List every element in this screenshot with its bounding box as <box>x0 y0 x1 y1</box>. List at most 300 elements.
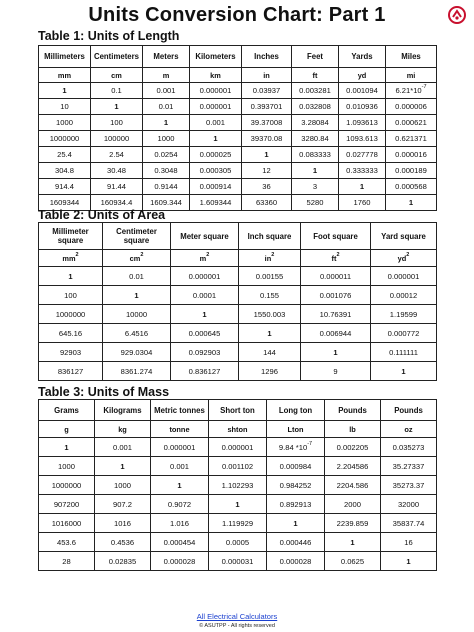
column-header: Centimeter square <box>103 223 171 250</box>
cell-value: 0.000025 <box>199 150 232 159</box>
cell-value: 1.016 <box>169 518 189 528</box>
unit-label: ft <box>331 253 337 263</box>
cell-value: 0.836127 <box>188 366 221 376</box>
table-cell <box>39 362 103 381</box>
cell-value: 1 <box>333 347 338 357</box>
cell-value: 5280 <box>306 198 324 207</box>
cell-value: 0.0254 <box>154 150 178 159</box>
cell-value: 0.001 <box>112 442 132 452</box>
column-header: Meter square <box>171 223 239 250</box>
table-cell <box>386 99 437 115</box>
cell-value: 1 <box>235 499 240 509</box>
table-row <box>39 179 437 195</box>
cell-value: 0.000446 <box>279 537 312 547</box>
cell-value: 0.000028 <box>163 556 196 566</box>
cell-value: 0.000454 <box>163 537 196 547</box>
cell-value: 1760 <box>353 198 371 207</box>
cell-value: 1 <box>408 198 414 207</box>
cell-value: 1609.344 <box>150 198 182 207</box>
table-cell <box>325 438 381 457</box>
table-cell <box>239 362 301 381</box>
table-row <box>39 552 437 571</box>
cell-value: 0.0001 <box>192 290 217 300</box>
table-cell <box>325 533 381 552</box>
table-cell <box>381 495 437 514</box>
unit-cell <box>190 68 242 83</box>
unit-cell <box>103 250 171 267</box>
cell-value: 9 <box>333 366 338 376</box>
cell-value: 100000 <box>103 134 130 143</box>
cell-value: 12 <box>262 166 271 175</box>
table-cell <box>381 476 437 495</box>
cell-value: 9.84 *10 <box>278 442 308 452</box>
column-header: Metric tonnes <box>151 400 209 421</box>
unit-cell <box>39 68 91 83</box>
table-cell <box>143 83 190 99</box>
table-cell <box>339 115 386 131</box>
table-row <box>39 514 437 533</box>
cell-value: 1.609344 <box>199 198 232 207</box>
unit-cell <box>91 68 143 83</box>
table-cell <box>39 179 91 195</box>
cell-value: 35.27337 <box>392 461 425 471</box>
table-cell <box>190 115 242 131</box>
unit-label: oz <box>404 424 413 434</box>
cell-value: 1 <box>64 442 69 452</box>
cell-value: 1 <box>134 290 139 300</box>
cell-value: 1000 <box>58 461 75 471</box>
unit-row <box>39 421 437 438</box>
column-header: Millimeters <box>39 46 91 68</box>
unit-label: kg <box>118 424 127 434</box>
unit-cell <box>39 421 95 438</box>
table-cell <box>209 552 267 571</box>
table-cell <box>371 286 437 305</box>
table-row <box>39 131 437 147</box>
table-cell <box>371 305 437 324</box>
cell-value: 1609344 <box>49 198 80 207</box>
unit-cell <box>239 250 301 267</box>
area-table <box>38 222 437 381</box>
column-header: Meters <box>143 46 190 68</box>
table-cell <box>143 147 190 163</box>
cell-value: 0.001 <box>156 86 176 95</box>
unit-label: m <box>162 70 170 80</box>
table-cell <box>143 99 190 115</box>
table-cell <box>171 362 239 381</box>
table-cell <box>39 115 91 131</box>
cell-value: 0.092903 <box>188 347 221 357</box>
cell-value: 92903 <box>59 347 82 357</box>
cell-value: 36 <box>262 182 271 191</box>
cell-value: 0.001094 <box>346 86 378 95</box>
table-cell <box>242 179 292 195</box>
cell-value: 0.002205 <box>336 442 369 452</box>
table-cell <box>381 533 437 552</box>
cell-value: 0.1 <box>111 86 122 95</box>
table-row <box>39 267 437 286</box>
table-cell <box>39 343 103 362</box>
unit-label: Lton <box>287 424 304 434</box>
table-cell <box>190 147 242 163</box>
column-header: Kilometers <box>190 46 242 68</box>
cell-value: 0.032808 <box>299 102 331 111</box>
table-row <box>39 99 437 115</box>
unit-label: km <box>210 70 221 80</box>
column-header: Centimeters <box>91 46 143 68</box>
copyright-text: © ASUTPP - All rights reserved <box>199 623 275 629</box>
cell-value: 1 <box>213 134 218 143</box>
unit-label: m <box>199 253 207 263</box>
table-row <box>39 163 437 179</box>
table-cell <box>267 457 325 476</box>
cell-value: 0.3048 <box>154 166 178 175</box>
table-row <box>39 476 437 495</box>
table-cell <box>239 343 301 362</box>
table-cell <box>339 179 386 195</box>
cell-value: 0.000001 <box>163 442 196 452</box>
table-cell <box>386 115 437 131</box>
table-cell <box>242 195 292 211</box>
table-cell <box>209 457 267 476</box>
asutpp-logo-icon <box>448 6 466 24</box>
table-cell <box>39 324 103 343</box>
table-cell <box>190 83 242 99</box>
table-cell <box>39 99 91 115</box>
cell-value: 1 <box>350 537 355 547</box>
table-cell <box>292 131 339 147</box>
unit-label: mm <box>62 253 76 263</box>
unit-label: yd <box>357 70 367 80</box>
table-cell <box>267 514 325 533</box>
unit-cell <box>371 250 437 267</box>
unit-label: yd <box>397 253 407 263</box>
column-header: Pounds <box>381 400 437 421</box>
table-cell <box>151 438 209 457</box>
cell-value: 0.4536 <box>110 537 135 547</box>
cell-value: 0.000001 <box>387 271 420 281</box>
table-cell <box>325 495 381 514</box>
table-cell <box>239 305 301 324</box>
cell-value: 1 <box>202 309 207 319</box>
table-cell <box>242 115 292 131</box>
table-cell <box>301 286 371 305</box>
cell-value: 0.003281 <box>299 86 331 95</box>
cell-value: 2.204586 <box>336 461 369 471</box>
table-cell <box>325 476 381 495</box>
cell-value: 0.00012 <box>389 290 418 300</box>
table-cell <box>267 438 325 457</box>
cell-value: 0.000305 <box>199 166 232 175</box>
table-cell <box>301 305 371 324</box>
table-cell <box>103 286 171 305</box>
table-cell <box>151 476 209 495</box>
cell-value: 907.2 <box>112 499 132 509</box>
cell-value: 0.0005 <box>225 537 250 547</box>
cell-value: 0.083333 <box>299 150 331 159</box>
table-cell <box>301 324 371 343</box>
cell-value: 1550.003 <box>253 309 286 319</box>
cell-value: 1.102293 <box>221 480 254 490</box>
table-cell <box>267 495 325 514</box>
cell-value: 16 <box>404 537 413 547</box>
table-cell <box>171 286 239 305</box>
table-row <box>39 457 437 476</box>
table-cell <box>95 495 151 514</box>
table-cell <box>103 305 171 324</box>
table-cell <box>292 99 339 115</box>
unit-cell <box>209 421 267 438</box>
table-cell <box>381 457 437 476</box>
unit-exponent: 2 <box>140 251 144 258</box>
cell-value: 1.093613 <box>346 118 378 127</box>
unit-label: lb <box>349 424 356 434</box>
table-cell <box>292 195 339 211</box>
cell-value: 1 <box>68 271 73 281</box>
cell-value: 2000 <box>344 499 361 509</box>
cell-value: 10.76391 <box>319 309 352 319</box>
unit-cell <box>151 421 209 438</box>
cell-value: 0.001076 <box>319 290 352 300</box>
header-row <box>39 46 437 68</box>
table-row <box>39 324 437 343</box>
column-header: Long ton <box>267 400 325 421</box>
cell-value: 0.000011 <box>319 271 352 281</box>
table-cell <box>267 476 325 495</box>
column-header: Foot square <box>301 223 371 250</box>
header-row <box>39 400 437 421</box>
table-cell <box>151 533 209 552</box>
cell-value: 28 <box>62 556 71 566</box>
table-row <box>39 362 437 381</box>
table-cell <box>171 305 239 324</box>
table-cell <box>39 457 95 476</box>
table-cell <box>91 115 143 131</box>
table-cell <box>209 533 267 552</box>
cell-value: 1 <box>359 182 365 191</box>
column-header: Short ton <box>209 400 267 421</box>
cell-value: 0.03937 <box>252 86 281 95</box>
table-cell <box>239 324 301 343</box>
unit-row <box>39 68 437 83</box>
unit-cell <box>171 250 239 267</box>
table-cell <box>242 83 292 99</box>
table-cell <box>143 179 190 195</box>
cell-value: 0.9072 <box>167 499 192 509</box>
all-calculators-link[interactable]: All Electrical Calculators <box>196 612 278 621</box>
table-cell <box>91 147 143 163</box>
unit-cell <box>301 250 371 267</box>
unit-cell <box>339 68 386 83</box>
cell-value: 0.111111 <box>389 347 418 357</box>
table-cell <box>239 267 301 286</box>
table-cell <box>151 495 209 514</box>
cell-value: 35273.37 <box>392 480 425 490</box>
column-header: Feet <box>292 46 339 68</box>
column-header: Grams <box>39 400 95 421</box>
cell-value: 0.000914 <box>199 182 232 191</box>
table-cell <box>95 514 151 533</box>
column-header: Inch square <box>239 223 301 250</box>
column-header: Pounds <box>325 400 381 421</box>
cell-value: 0.027778 <box>346 150 378 159</box>
column-header: Millimeter square <box>39 223 103 250</box>
table-cell <box>339 195 386 211</box>
table-cell <box>371 343 437 362</box>
table-cell <box>39 163 91 179</box>
cell-value: 0.000006 <box>395 102 427 111</box>
cell-value: 1093.613 <box>346 134 378 143</box>
table-cell <box>91 99 143 115</box>
cell-value: 0.000621 <box>395 118 427 127</box>
unit-label: in <box>263 70 270 80</box>
unit-label: ft <box>312 70 318 80</box>
cell-value: 0.000031 <box>221 556 254 566</box>
length-table-title: Table 1: Units of Length <box>38 29 180 43</box>
table-row <box>39 438 437 457</box>
cell-value: 1 <box>264 150 269 159</box>
table-cell <box>325 457 381 476</box>
table-cell <box>103 267 171 286</box>
cell-value: 0.000016 <box>395 150 427 159</box>
cell-value: 0.000001 <box>221 442 254 452</box>
cell-value: 0.9144 <box>154 182 178 191</box>
table-cell <box>267 533 325 552</box>
table-cell <box>39 476 95 495</box>
area-table-title: Table 2: Units of Area <box>38 208 166 222</box>
unit-label: cm <box>111 70 122 80</box>
table-cell <box>39 131 91 147</box>
cell-value: 100 <box>110 118 123 127</box>
table-cell <box>91 179 143 195</box>
table-cell <box>39 286 103 305</box>
table-cell <box>242 131 292 147</box>
cell-value: 6.21*10 <box>395 86 422 95</box>
cell-value: 1296 <box>261 366 278 376</box>
table-cell <box>190 163 242 179</box>
table-cell <box>267 552 325 571</box>
table-cell <box>242 163 292 179</box>
table-cell <box>292 179 339 195</box>
cell-value: 25.4 <box>57 150 72 159</box>
table-row <box>39 305 437 324</box>
unit-cell <box>242 68 292 83</box>
unit-cell <box>267 421 325 438</box>
table-cell <box>91 83 143 99</box>
cell-value: 2.54 <box>109 150 124 159</box>
table-cell <box>242 99 292 115</box>
cell-value: 39370.08 <box>250 134 283 143</box>
unit-label: mi <box>406 70 416 80</box>
table-cell <box>171 267 239 286</box>
table-cell <box>39 514 95 533</box>
table-cell <box>339 131 386 147</box>
table-cell <box>151 457 209 476</box>
unit-cell <box>39 250 103 267</box>
table-cell <box>209 514 267 533</box>
cell-value: 907200 <box>53 499 80 509</box>
table-cell <box>95 476 151 495</box>
cell-value: 0.001 <box>169 461 189 471</box>
cell-value: 0.01 <box>129 271 144 281</box>
cell-value: 35837.74 <box>392 518 425 528</box>
cell-value: 1 <box>120 461 125 471</box>
header-row <box>39 223 437 250</box>
table-cell <box>386 147 437 163</box>
table-cell <box>339 147 386 163</box>
cell-value: 0.000772 <box>387 328 420 338</box>
cell-value: 160934.4 <box>100 198 133 207</box>
table-cell <box>95 457 151 476</box>
cell-value: 1 <box>406 556 411 566</box>
cell-value: 0.621371 <box>395 134 427 143</box>
column-header: Yards <box>339 46 386 68</box>
cell-value: 0.000189 <box>395 166 427 175</box>
cell-value: 1 <box>177 480 182 490</box>
table-cell <box>103 362 171 381</box>
table-row <box>39 533 437 552</box>
unit-cell <box>143 68 190 83</box>
table-cell <box>103 343 171 362</box>
table-cell <box>325 552 381 571</box>
table-cell <box>239 286 301 305</box>
table-cell <box>386 179 437 195</box>
cell-value: 10000 <box>125 309 148 319</box>
table-row <box>39 83 437 99</box>
unit-exponent: 2 <box>206 251 210 258</box>
table-cell <box>95 552 151 571</box>
table-cell <box>301 362 371 381</box>
table-cell <box>39 495 95 514</box>
cell-value: 0.000001 <box>199 86 232 95</box>
table-cell <box>339 163 386 179</box>
table-cell <box>171 343 239 362</box>
page-title: Units Conversion Chart: Part 1 <box>88 4 386 26</box>
cell-value: 1.119929 <box>221 518 254 528</box>
cell-value: 3 <box>312 182 318 191</box>
cell-value: 1 <box>267 328 272 338</box>
cell-value: 0.393701 <box>250 102 283 111</box>
cell-value: 10 <box>60 102 69 111</box>
cell-value: 32000 <box>397 499 420 509</box>
unit-label: shton <box>227 424 248 434</box>
cell-value: 1016000 <box>51 518 82 528</box>
table-cell <box>190 131 242 147</box>
cell-value: 0.000001 <box>199 102 232 111</box>
cell-value: 1000000 <box>55 309 86 319</box>
table-cell <box>292 147 339 163</box>
unit-cell <box>292 68 339 83</box>
table-cell <box>171 324 239 343</box>
column-header: Yard square <box>371 223 437 250</box>
table-row <box>39 147 437 163</box>
cell-value: 2204.586 <box>336 480 369 490</box>
table-cell <box>301 267 371 286</box>
cell-value: 3.28084 <box>301 118 329 127</box>
table-cell <box>292 115 339 131</box>
table-cell <box>39 83 91 99</box>
length-table <box>38 45 437 211</box>
column-header: Inches <box>242 46 292 68</box>
cell-value: 0.333333 <box>346 166 378 175</box>
cell-value: 0.155 <box>259 290 279 300</box>
table-cell <box>386 195 437 211</box>
cell-value: 0.0625 <box>340 556 365 566</box>
unit-exponent: 2 <box>271 251 275 258</box>
table-cell <box>95 438 151 457</box>
unit-label: g <box>64 424 69 434</box>
table-cell <box>39 305 103 324</box>
